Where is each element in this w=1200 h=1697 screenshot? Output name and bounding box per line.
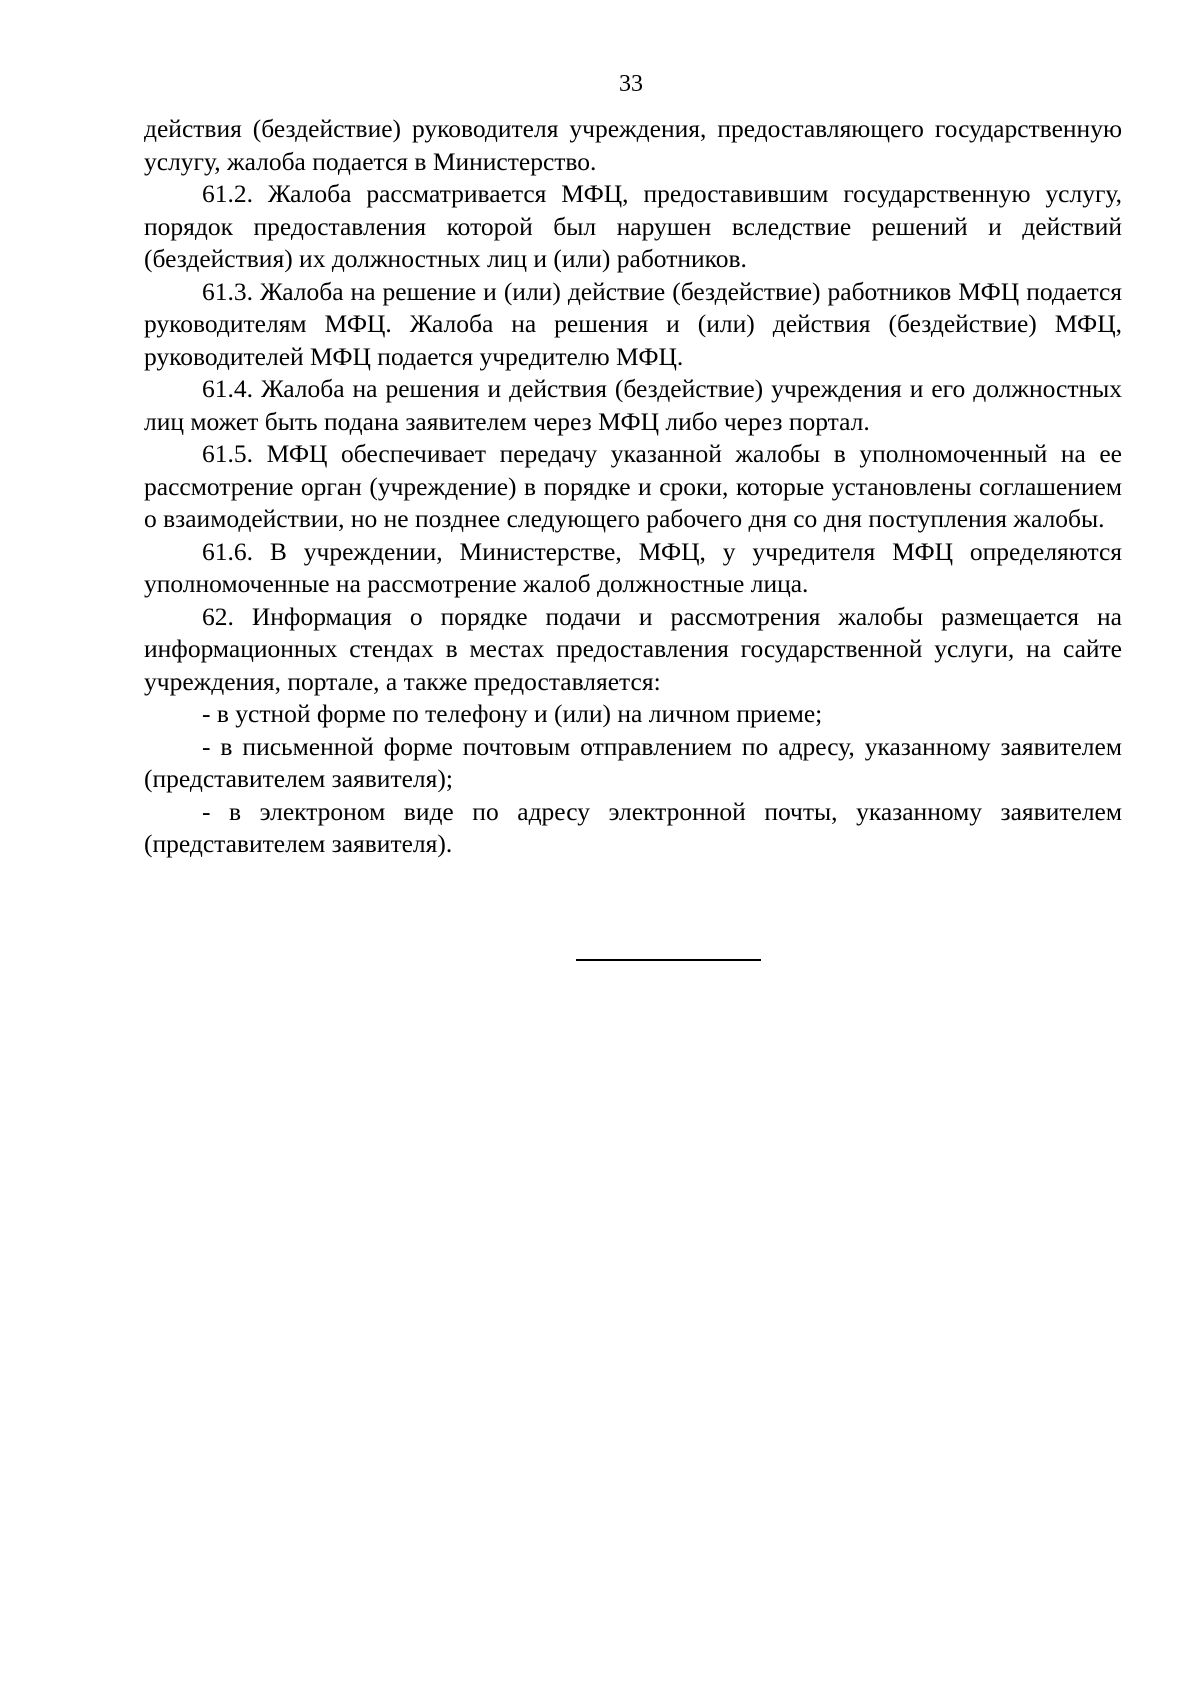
- paragraph-61-3: 61.3. Жалоба на решение и (или) действие (бездействие) работников МФЦ подается руководителям МФЦ. Жалоба на решения и (или) действия (бездействие) МФЦ, руководителей МФЦ подается учредителю МФЦ.: [144, 276, 1122, 371]
- paragraph-62: 62. Информация о порядке подачи и рассмотрения жалобы размещается на информационных стендах в местах предоставления государственной услуги, на сайте учреждения, портале, а также предоставляется:: [144, 601, 1122, 696]
- list-item-oral: - в устной форме по телефону и (или) на личном приеме;: [202, 699, 823, 728]
- paragraph-61-6: 61.6. В учреждении, Министерстве, МФЦ, у учредителя МФЦ определяются уполномоченные на рассмотрение жалоб должностные лица.: [144, 536, 1122, 598]
- paragraph-61-2: 61.2. Жалоба рассматривается МФЦ, предоставившим государственную услугу, порядок предоставления которой был нарушен вследствие решений и действий (бездействия) их должностных лиц и (или) работников.: [144, 179, 1122, 273]
- page-number: 33: [619, 71, 643, 97]
- document-body: [144, 113, 1122, 861]
- paragraph-61-5: 61.5. МФЦ обеспечивает передачу указанной жалобы в уполномоченный на ее рассмотрение орган (учреждение) в порядке и сроки, которые установлены соглашением о взаимодействии, но не позднее следующего рабочего дня со дня поступления жалобы.: [144, 439, 1122, 533]
- list-item-written: - в письменной форме почтовым отправлением по адресу, указанному заявителем (представителем заявителя);: [144, 731, 1122, 793]
- list-item-electronic: - в электроном виде по адресу электронной почты, указанному заявителем (представителем заявителя).: [144, 796, 1122, 858]
- paragraph-continuation: действия (бездействие) руководителя учреждения, предоставляющего государственную услугу, жалоба подается в Министерство.: [144, 114, 1122, 176]
- paragraph-61-4: 61.4. Жалоба на решения и действия (бездействие) учреждения и его должностных лиц может быть подана заявителем через МФЦ либо через портал.: [144, 374, 1122, 436]
- end-of-document-rule: [576, 959, 761, 961]
